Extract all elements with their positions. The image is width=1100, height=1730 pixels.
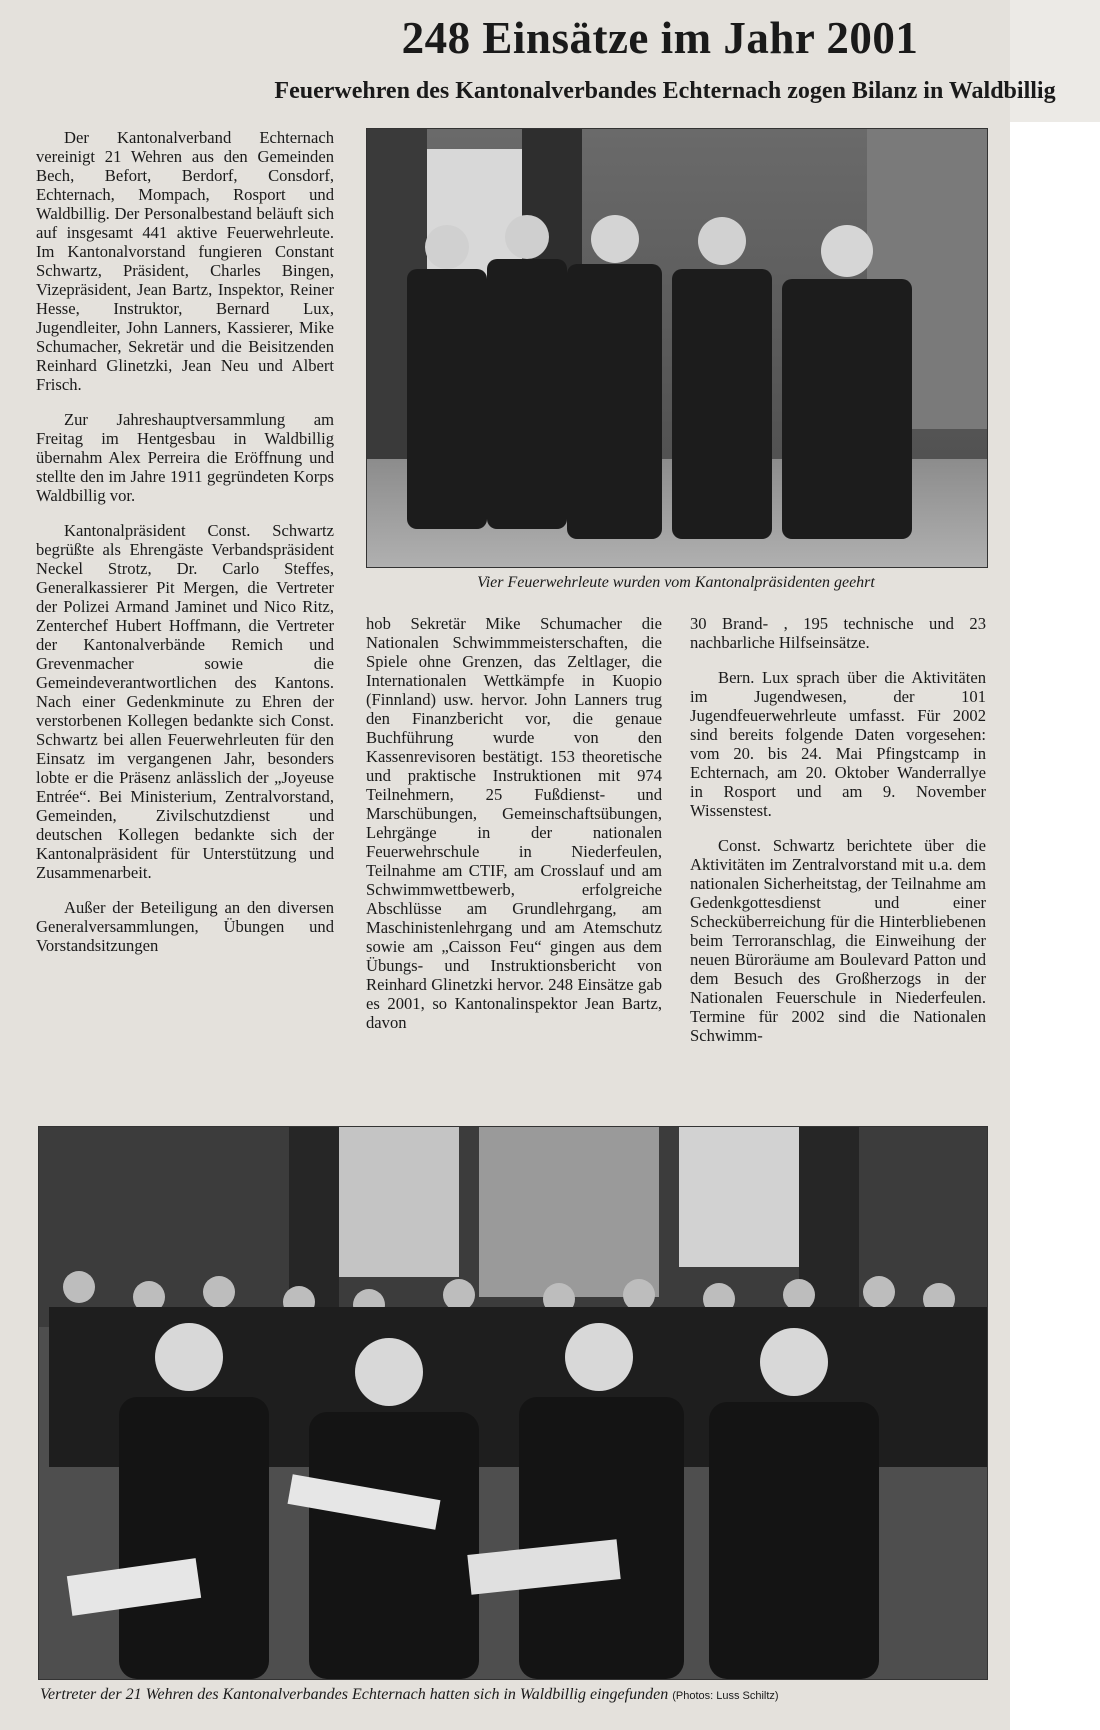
article-column-3 xyxy=(690,614,986,1045)
caption-text: Vertreter der 21 Wehren des Kantonalverbandes Echternach hatten sich in Waldbillig eingefunden xyxy=(40,1686,669,1703)
paragraph: Der Kantonalverband Echternach vereinigt 21 Wehren aus den Gemeinden Bech, Befort, Berdorf, Consdorf, Echternach, Mompach, Rosport und Waldbillig. Der Personalbestand beläuft sich auf insgesamt 441 aktive Feuerwehrleute. Im Kantonalvorstand fungieren Constant Schwartz, Präsident, Charles Bingen, Vizepräsident, Jean Bartz, Inspektor, Reiner Hesse, Instruktor, Bernard Lux, Jugendleiter, John Lanners, Kassierer, Mike Schumacher, Sekretär und die Beisitzenden Reinhard Glinetzki, Jean Neu und Albert Frisch. xyxy=(36,128,334,394)
paragraph: Const. Schwartz berichtete über die Aktivitäten im Zentralvorstand mit u.a. dem nationalen Sicherheitstag, der Teilnahme am Gedenkgottesdienst und einer Schecküberreichung für die Hinterbliebenen beim Terroranschlag, die Einweihung der neuen Büroräume am Boulevard Patton und dem Besuch des Großherzogs in der Nationalen Feuerschule in Niederfeulen. Termine für 2002 sind die Nationalen Schwimm- xyxy=(690,836,986,1045)
photo-credit: (Photos: Luss Schiltz) xyxy=(672,1690,779,1702)
paragraph: Außer der Beteiligung an den diversen Generalversammlungen, Übungen und Vorstandsitzungen xyxy=(36,898,334,955)
paragraph: Kantonalpräsident Const. Schwartz begrüßte als Ehrengäste Verbandspräsident Neckel Strotz, Dr. Carlo Steffes, Generalkassierer Pit Mergen, die Vertreter der Polizei Armand Jaminet und Nico Ritz, Zenterchef Hubert Hoffmann, die Vertreter der Kantonalverbände Remich und Grevenmacher sowie die Gemeindeverantwortlichen des Kantons. Nach einer Gedenkminute zu Ehren der verstorbenen Kollegen bedankte sich Const. Schwartz bei allen Feuerwehrleuten für den Einsatz im vergangenen Jahr, besonders lobte er die Präsenz anlässlich der „Joyeuse Entrée“. Bei Ministerium, Zentralvorstand, Gemeinden, Zivilschutzdienst und deutschen Kollegen bedankte sich der Kantonalpräsident für Unterstützung und Zusammenarbeit. xyxy=(36,521,334,882)
article-column-1 xyxy=(36,128,334,955)
paragraph: hob Sekretär Mike Schumacher die Nationalen Schwimmmeisterschaften, die Spiele ohne Grenzen, das Zeltlager, die Internationalen Wettkämpfe in Kuopio (Finnland) usw. hervor. John Lanners trug den Finanzbericht vor, die genaue Buchführung wurde von den Kassenrevisoren bestätigt. 153 theoretische und praktische Instruktionen mit 974 Teilnehmern, 25 Fußdienst- und Marschübungen, Gemeinschaftsübungen, Lehrgänge in der nationalen Feuerwehrschule in Niederfeulen, Teilnahme am CTIF, am Crosslauf und am Schwimmwettbewerb, erfolgreiche Abschlüsse am Grundlehrgang, am Maschinistenlehrgang und am Atemschutz sowie am „Caisson Feu“ gingen aus dem Übungs- und Instruktionsbericht von Reinhard Glinetzki hervor. 248 Einsätze gab es 2001, so Kantonalinspektor Jean Bartz, davon xyxy=(366,614,662,1032)
paragraph: Bern. Lux sprach über die Aktivitäten im Jugendwesen, der 101 Jugendfeuerwehrleute umfasst. Für 2002 sind bereits folgende Daten vorgesehen: vom 20. bis 24. Mai Pfingstcamp in Echternach, am 20. Oktober Wanderrallye in Rosport und am 9. November Wissenstest. xyxy=(690,668,986,820)
photo-caption-top: Vier Feuerwehrleute wurden vom Kantonalpräsidenten geehrt xyxy=(477,574,875,591)
paragraph: 30 Brand- , 195 technische und 23 nachbarliche Hilfseinsätze. xyxy=(690,614,986,652)
photo-image xyxy=(367,129,987,567)
photo-assembly-audience xyxy=(38,1126,988,1680)
article-column-2 xyxy=(366,614,662,1032)
photo-image xyxy=(39,1127,987,1679)
photo-caption-bottom xyxy=(40,1686,990,1704)
subheadline: Feuerwehren des Kantonalverbandes Echternach zogen Bilanz in Waldbillig xyxy=(274,78,1056,104)
paragraph: Zur Jahreshauptversammlung am Freitag im Hentgesbau in Waldbillig übernahm Alex Perreira die Eröffnung und stellte den im Jahre 1911 gegründeten Korps Waldbillig vor. xyxy=(36,410,334,505)
photo-honored-firefighters xyxy=(366,128,988,568)
headline: 248 Einsätze im Jahr 2001 xyxy=(401,13,919,63)
